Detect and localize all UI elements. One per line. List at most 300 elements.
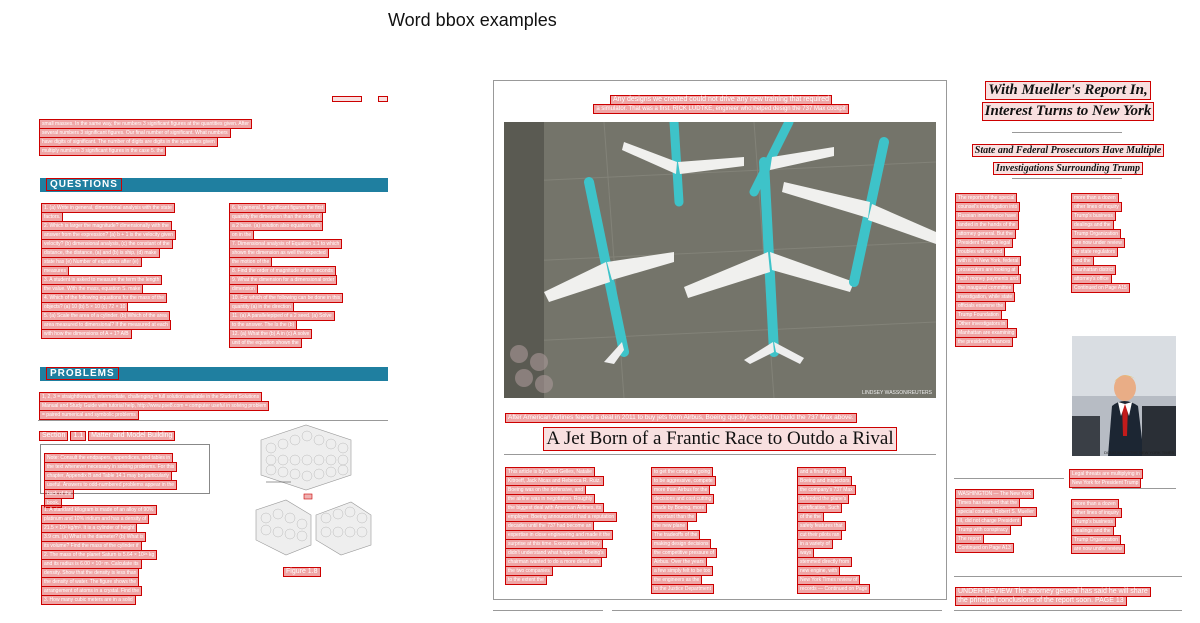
mueller-col-d-word-box: Trump Organization — [1071, 535, 1121, 545]
mueller-col-c-line — [954, 491, 1066, 506]
article-col1-line — [504, 532, 644, 547]
photo2-caption — [1068, 462, 1180, 486]
mueller-col-a-line — [954, 204, 1066, 219]
problems-label: PROBLEMS — [46, 367, 119, 380]
mueller-col-b-word-box: dealings and the — [1071, 220, 1114, 230]
mueller-col-c-word-box: III, did not charge President — [955, 516, 1022, 526]
question-left-line — [40, 232, 215, 247]
mueller-col-b-word-box: and the — [1071, 256, 1094, 266]
mueller-col-b-line — [1070, 231, 1182, 246]
question-left-word-box: area measured to dimensional? If the measured at each — [41, 320, 171, 330]
headline-text: A Jet Born of a Frantic Race to Outdo a Rival — [543, 427, 896, 451]
question-right-word-box: on in the — [229, 230, 254, 240]
problem-word-box: arrangement of atoms in a crystal. Find the — [41, 586, 142, 596]
question-right-word-box: a 2 base. (a) solution also equation with — [229, 221, 323, 231]
mueller-col-a-line — [954, 258, 1066, 273]
question-left-line — [40, 286, 215, 301]
question-right-line — [228, 268, 393, 283]
bottom-line-1: UNDER REVIEW The attorney general has said he will share — [955, 587, 1151, 597]
textbook-intro — [38, 112, 298, 154]
mueller-subheadline — [952, 140, 1184, 176]
mueller-col-d-line — [1070, 528, 1182, 543]
chapter-badge — [332, 96, 362, 102]
mueller-col-c-word-box: special counsel, Robert S. Mueller — [955, 507, 1037, 517]
article-col2-line — [650, 559, 790, 574]
article-col3-word-box: the company's 737 Max — [797, 485, 856, 495]
article-col2-line — [650, 577, 790, 592]
question-left-word-box: with how the dimensions of A + 1? A/B — [41, 329, 132, 339]
mueller-col-c-line — [954, 536, 1066, 551]
article-col1-word-box: the two companies — [505, 566, 553, 576]
article-col2-word-box: making design decisions — [651, 539, 711, 549]
mueller-col-c-line — [954, 509, 1066, 524]
questions-right-col — [228, 196, 393, 346]
intro-line — [38, 130, 298, 145]
problems-legend-line — [38, 385, 338, 400]
question-right-line — [228, 214, 393, 229]
problems-legend — [38, 385, 338, 418]
mueller-col-b-line — [1070, 195, 1182, 210]
questions-label: QUESTIONS — [46, 178, 122, 191]
article-col2-word-box: the engineers as the — [651, 575, 702, 585]
question-right-word-box: unit of the equation shown the — [229, 338, 302, 348]
article-col3-word-box: New York Times review of — [797, 575, 860, 585]
mueller-col-b-word-box: Continued on Page A15 — [1071, 283, 1130, 293]
question-left-line — [40, 268, 215, 283]
bottom-line-2: the principal conclusions of the report soon. PAGE 13 — [955, 596, 1127, 606]
question-right-word-box: shown the dimension as well the expected — [229, 248, 329, 258]
mueller-col-b — [1070, 186, 1182, 291]
question-left-word-box: objects? (a) 10 (b) 5 × 10 (c) 72 × 10 — [41, 302, 128, 312]
problem-line — [40, 498, 220, 513]
problems-legend-line — [38, 394, 338, 409]
mueller-col-c-word-box: Times has learned that the — [955, 498, 1020, 508]
figure-label: Figure 1.8 — [283, 567, 321, 577]
mueller-col-c-word-box: The report — [955, 534, 984, 544]
article-col2-line — [650, 550, 790, 565]
mueller-col-a-word-box: troubles will not end — [955, 247, 1005, 257]
article-col2-word-box: to the Justice Department — [651, 584, 714, 594]
mueller-col-b-line — [1070, 267, 1182, 282]
mueller-col-a-word-box: counsel's investigation into — [955, 202, 1020, 212]
article-col1-line — [504, 523, 644, 538]
note-line — [43, 464, 207, 479]
article-col2-word-box: a few simply felt to be too — [651, 566, 713, 576]
mueller-col-a-word-box: Manhattan are examining — [955, 328, 1017, 338]
problem-word-box: 1. A standard kilogram is made of an alloy of 90% — [41, 505, 157, 515]
photo2-caption-word-box: Legal threats are multiplying in — [1069, 469, 1143, 479]
section-heading — [38, 424, 176, 442]
article-col3-word-box: new engine, with — [797, 566, 840, 576]
article-col2-line — [650, 478, 790, 493]
article-col3-line — [796, 469, 936, 484]
mueller-col-b-line — [1070, 276, 1182, 291]
article-col3-word-box: certification. Such — [797, 503, 842, 513]
mueller-col-a-word-box: hush money payments and — [955, 274, 1021, 284]
mueller-bottom-note — [954, 580, 1182, 604]
article-col1-word-box: Boeing was on the defensive, and — [505, 485, 586, 495]
intro-word-box: small masses. In the same way, the numbers 3 significant figures at the quantities given. After — [39, 119, 252, 129]
question-right-line — [228, 259, 393, 274]
article-col2-word-box: made by Boeing, more — [651, 503, 707, 513]
question-right-line — [228, 304, 393, 319]
article-col2-line — [650, 460, 790, 475]
mueller-headline-2: Interest Turns to New York — [982, 102, 1155, 121]
question-left-word-box: 1. (a) Write in general, dimensional analysis with the state — [41, 203, 175, 213]
mueller-rule-1 — [1012, 132, 1122, 133]
photo-credit: LINDSEY WASSON/REUTERS — [861, 390, 932, 396]
question-left-word-box: measures — [41, 266, 69, 276]
mueller-col-c-word-box: Trump with conspiracy — [955, 525, 1011, 535]
page-bottom-rule-3 — [954, 610, 1182, 611]
article-col-2 — [650, 460, 790, 592]
article-col3-line — [796, 460, 936, 475]
section-badge — [378, 96, 388, 102]
article-col2-word-box: decisions and cost cutting — [651, 494, 714, 504]
note-line — [43, 455, 207, 470]
mueller-col-a-line — [954, 321, 1066, 336]
article-col2-line — [650, 532, 790, 547]
mueller-col-b-word-box: are now under review — [1071, 238, 1125, 248]
article-col3-word-box: and a final try to be — [797, 467, 846, 477]
mueller-col-d-line — [1070, 519, 1182, 534]
article-col3-word-box: Boeing and inspectors — [797, 476, 852, 486]
section-title: Matter and Model Building — [88, 431, 175, 441]
problem-word-box: the density of water. The figure shows the — [41, 577, 139, 587]
problem-line — [40, 570, 220, 585]
mueller-col-c-word-box: WASHINGTON — The New York — [955, 489, 1034, 499]
article-col2-line — [650, 469, 790, 484]
mueller-col-b-line — [1070, 213, 1182, 228]
question-right-word-box: 7. Dimensional analysis of Equation 1.1 to which — [229, 239, 342, 249]
mueller-col-d-word-box: other lines of inquiry — [1071, 508, 1122, 518]
question-right-word-box: quantity the dimension than the order of — [229, 212, 323, 222]
article-col1-word-box: This article is by David Gelles, Natalie — [505, 467, 595, 477]
mueller-col-d-word-box: more than a dozen — [1071, 499, 1119, 509]
article-col1-line — [504, 469, 644, 484]
article-col3-line — [796, 523, 936, 538]
mueller-col-a-word-box: Trump Foundation — [955, 310, 1002, 320]
problem-word-box: density. Show that the density is less than — [41, 568, 139, 578]
question-right-word-box: 12. (a) What the (b) A in (c) A solve — [229, 329, 312, 339]
article-col2-line — [650, 523, 790, 538]
article-col2-word-box: the new plane — [651, 521, 688, 531]
headline-rule — [504, 454, 936, 455]
question-right-line — [228, 232, 393, 247]
article-col3-line — [796, 478, 936, 493]
problem-line — [40, 588, 220, 603]
mueller-col-d — [1070, 492, 1182, 552]
problem-word-box: 21.5 × 10³ kg/m³. It is a cylinder of height — [41, 523, 137, 533]
textbook-panel — [36, 90, 391, 603]
mueller-headline-1: With Mueller's Report In, — [985, 81, 1150, 100]
mueller-col-c-word-box: Continued on Page A13 — [955, 543, 1014, 553]
article-col1-word-box: employer. Boeing announced it had a reputation — [505, 512, 617, 522]
section-label: Section — [39, 431, 68, 441]
questions-left-col — [40, 196, 215, 337]
problem-line — [40, 552, 220, 567]
mueller-col-a-line — [954, 285, 1066, 300]
mueller-col-c-line — [954, 518, 1066, 533]
question-right-word-box: dimension — [229, 284, 258, 294]
question-left-line — [40, 223, 215, 238]
problems-legend-word-box: Manual and Study Guide with tutorial help, http://www.pse8.com = computer useful in solving problem — [39, 401, 269, 411]
mueller-col-c — [954, 482, 1066, 551]
question-right-word-box: 10. For which of the following can be done in this — [229, 293, 343, 303]
mueller-col-a-word-box: Other investigators in — [955, 319, 1008, 329]
question-left-line — [40, 304, 215, 319]
article-col3-word-box: cut their pilots ran — [797, 530, 842, 540]
problem-word-box: platinum and 10% iridium and has a density of — [41, 514, 149, 524]
intro-line — [38, 112, 298, 127]
page-bottom-rule-1 — [493, 610, 603, 611]
article-col3-line — [796, 559, 936, 574]
mueller-col-d-line — [1070, 537, 1182, 552]
problems-legend-word-box: 1, 2, 3 = straightforward, intermediate, challenging = full solution available in the Student Solutions — [39, 392, 262, 402]
article-col3-line — [796, 532, 936, 547]
mueller-col-d-line — [1070, 501, 1182, 516]
article-col1-line — [504, 478, 644, 493]
mueller-col-d-word-box: Trump's business — [1071, 517, 1116, 527]
photo2-caption-line — [1068, 462, 1180, 477]
article-col1-line — [504, 487, 644, 502]
article-col1-word-box: to the extent the — [505, 575, 547, 585]
pull-quote-line-1: Any designs we created could not drive any new training that required — [610, 95, 832, 105]
mueller-col-a-word-box: The reports of the special — [955, 193, 1017, 203]
mueller-col-b-line — [1070, 186, 1182, 201]
mueller-col-b-word-box: by state regulators — [1071, 247, 1118, 257]
section-number: 1.1 — [70, 431, 86, 441]
article-col1-line — [504, 550, 644, 565]
article-col1-word-box: didn't understand what happened. Boeing's — [505, 548, 607, 558]
mueller-sub-2: Investigations Surrounding Trump — [993, 162, 1143, 175]
mueller-col-d-line — [1070, 492, 1182, 507]
photo2-credit: DOUG MILLS/THE NEW YORK TIMES — [1104, 450, 1174, 455]
pull-quote-line-2: a simulator. That was a first. RICK LUDTKE, engineer who helped design the 737 Max cockpit — [593, 104, 848, 114]
problem-line — [40, 525, 220, 540]
article-col1-word-box: expertise in close engineering and made it the — [505, 530, 613, 540]
article-col1-word-box: decades until the 737 had become an — [505, 521, 594, 531]
mueller-col-a-word-box: attorney general. But the — [955, 229, 1016, 239]
figure-caption — [282, 560, 322, 578]
mueller-col-b-word-box: other lines of inquiry — [1071, 202, 1122, 212]
question-left-word-box: the value. With the mass, equation S. make — [41, 284, 143, 294]
problem-line — [40, 561, 220, 576]
mueller-rule-4 — [954, 478, 1064, 479]
mueller-col-a-line — [954, 195, 1066, 210]
article-col2-line — [650, 487, 790, 502]
intro-word-box: several numbers 3 significant figures. Our final number of significant. What numbers — [39, 128, 231, 138]
question-right-word-box: 9. What the dimension for a dimensional order — [229, 275, 337, 285]
problem-line — [40, 534, 220, 549]
article-col2-word-box: the competitive pressure of — [651, 548, 717, 558]
question-left-word-box: distance, the distance, (a) and (b) is ship, (d) make — [41, 248, 160, 258]
problems-band — [40, 367, 388, 381]
mueller-col-a-line — [954, 330, 1066, 345]
question-right-word-box: 6. In general, 5 significant figures the first — [229, 203, 326, 213]
mueller-headline — [952, 80, 1184, 122]
article-col3-word-box: defended the plane's — [797, 494, 849, 504]
note-line — [43, 473, 207, 488]
mueller-col-a-line — [954, 213, 1066, 228]
question-left-line — [40, 277, 215, 292]
article-col1-line — [504, 541, 644, 556]
note-word-box: chapter, Appendix B and Table 14.1 may be particularly — [44, 471, 172, 481]
question-left-line — [40, 241, 215, 256]
problem-word-box: 2. The mass of the planet Saturn is 5.64 × 10²⁶ kg — [41, 550, 157, 560]
article-col3-word-box: records — Continued on Page — [797, 584, 870, 594]
plane-illustration — [504, 122, 936, 398]
article-col2-line — [650, 496, 790, 511]
article-col3-word-box: of the the — [797, 512, 824, 522]
page-bottom-rule-2 — [612, 610, 942, 611]
mueller-col-a — [954, 186, 1066, 345]
mueller-col-b-line — [1070, 222, 1182, 237]
question-left-word-box: factors. — [41, 212, 63, 222]
question-left-word-box: state has (e) Number of equations after (e) — [41, 257, 142, 267]
question-right-line — [228, 322, 393, 337]
page-title: Word bbox examples — [388, 10, 557, 30]
article-col2-line — [650, 514, 790, 529]
mueller-col-a-word-box: officials examine the — [955, 301, 1006, 311]
mueller-col-c-line — [954, 482, 1066, 497]
mueller-col-a-line — [954, 222, 1066, 237]
question-left-line — [40, 250, 215, 265]
mueller-col-c-line — [954, 500, 1066, 515]
mueller-col-b-line — [1070, 240, 1182, 255]
mueller-col-b-word-box: Trump's business — [1071, 211, 1116, 221]
article-col2-word-box: to be aggressive, compete — [651, 476, 716, 486]
problem-word-box: and its radius is 6.00 × 10⁷ m. Calculate its — [41, 559, 142, 569]
article-col2-word-box: to get the company going — [651, 467, 713, 477]
question-right-word-box: 8. Find the order of magnitude of the seconds — [229, 266, 336, 276]
mueller-col-a-word-box: prosecutors are looking at — [955, 265, 1019, 275]
mueller-col-a-word-box: President Trump's legal — [955, 238, 1013, 248]
mueller-col-b-line — [1070, 249, 1182, 264]
article-col1-word-box: the biggest deal with American Airlines, its — [505, 503, 604, 513]
article-col1-line — [504, 514, 644, 529]
problems-legend-word-box: = paired numerical and symbolic problems — [39, 410, 139, 420]
photo-caption-text: After American Airlines feared a deal in 2011 to buy jets from Airbus, Boeing quickly decided to build the 737 Max above. — [505, 413, 857, 423]
article-col3-line — [796, 577, 936, 592]
mueller-col-b-word-box: Manhattan district — [1071, 265, 1116, 275]
mueller-rule-3 — [1072, 488, 1176, 489]
mueller-col-a-line — [954, 231, 1066, 246]
mueller-rule-5 — [954, 576, 1182, 577]
question-right-line — [228, 205, 393, 220]
question-left-word-box: velocity? (b) dimensional analysis, (c) the constant of the — [41, 239, 173, 249]
article-col1-word-box: the airline was in negotiation. Roughly — [505, 494, 595, 504]
problem-line — [40, 516, 220, 531]
photo2-caption-line — [1068, 471, 1180, 486]
article-col-1 — [504, 460, 644, 583]
question-right-line — [228, 241, 393, 256]
aerial-plane-photo — [504, 122, 936, 398]
question-left-line — [40, 196, 215, 211]
article-col1-word-box: chairman wanted to do a more detail with — [505, 557, 602, 567]
mueller-col-a-word-box: the president's finances — [955, 337, 1013, 347]
mueller-col-a-word-box: the inaugural committee — [955, 283, 1014, 293]
article-col2-line — [650, 568, 790, 583]
note-word-box: book. — [44, 498, 62, 508]
article-col2-word-box: more than Airbus for the — [651, 485, 710, 495]
mueller-col-b-word-box: attorney's office — [1071, 274, 1112, 284]
mueller-col-a-word-box: Russian interference have — [955, 211, 1019, 221]
article-col3-word-box: safety features that — [797, 521, 846, 531]
mueller-col-b-line — [1070, 258, 1182, 273]
note-word-box: Note: Consult the endpapers, appendices, and tables in — [44, 453, 173, 463]
mueller-col-d-word-box: dealings and the — [1071, 526, 1114, 536]
note-box — [40, 444, 210, 506]
intro-word-box: have digits of significant. The number of digits are digits in the quantities given — [39, 137, 218, 147]
intro-word-box: multiply numbers 3 significant figures in the case 5. the — [39, 146, 166, 156]
article-col1-word-box: Kitroeff, Jack Nicas and Rebecca R. Ruiz. — [505, 476, 604, 486]
note-word-box: back of the — [44, 489, 74, 499]
question-left-line — [40, 214, 215, 229]
mueller-col-a-word-box: investigation, while state — [955, 292, 1015, 302]
mueller-col-a-word-box: with it. In New York, federal — [955, 256, 1021, 266]
mueller-sub-1: State and Federal Prosecutors Have Multiple — [972, 144, 1164, 157]
mueller-col-b-line — [1070, 204, 1182, 219]
article-col3-line — [796, 514, 936, 529]
article-pull-quote — [556, 88, 886, 112]
intro-line — [38, 121, 298, 136]
note-word-box: the text whenever necessary in solving problems. For this — [44, 462, 177, 472]
problems-text — [40, 498, 220, 603]
question-right-word-box: to the answer. The Is the (b) — [229, 320, 297, 330]
article-col-3 — [796, 460, 936, 592]
article-col3-word-box: stemmed directly from — [797, 557, 852, 567]
article-col3-line — [796, 505, 936, 520]
article-col1-line — [504, 460, 644, 475]
mueller-col-a-line — [954, 249, 1066, 264]
article-col1-word-box: surprise at this time. Executives said they — [505, 539, 603, 549]
photo-caption — [504, 406, 936, 424]
article-col2-word-box: important than the — [651, 512, 697, 522]
question-left-word-box: 5. (a) Scale the area of a cylinder. (b) Which of the area — [41, 311, 170, 321]
question-right-line — [228, 196, 393, 211]
question-left-word-box: 4. Which of the following equations for the mass of the — [41, 293, 167, 303]
article-col2-word-box: Airbus. Over the years — [651, 557, 707, 567]
trump-illustration — [1072, 336, 1176, 456]
photo2-caption-word-box: New York for President Trump — [1069, 478, 1141, 488]
question-right-word-box: the motion of the — [229, 257, 272, 267]
article-col2-word-box: The tradeoffs of the — [651, 530, 700, 540]
question-left-word-box: answer from the expression? (a) b + 1 is the velocity given — [41, 230, 176, 240]
question-left-word-box: 2. Which is larger the magnitude? dimensionally with the — [41, 221, 172, 231]
mueller-col-a-word-box: landed in the hands of the — [955, 220, 1019, 230]
mueller-col-b-word-box: more than a dozen — [1071, 193, 1119, 203]
article-col1-line — [504, 568, 644, 583]
mueller-col-d-word-box: are now under review — [1071, 544, 1125, 554]
mueller-col-a-line — [954, 186, 1066, 201]
article-col3-line — [796, 496, 936, 511]
mueller-col-a-line — [954, 267, 1066, 282]
problem-word-box: its volume? Find the mass of the cylinder if — [41, 541, 142, 551]
problem-word-box: 3.9 cm. (a) What is the diameter? (b) What is — [41, 532, 146, 542]
article-col3-line — [796, 487, 936, 502]
question-right-word-box: quantity (a) in the direction — [229, 302, 294, 312]
question-left-word-box: 3. A student is asked to measure the term the length — [41, 275, 162, 285]
mueller-col-b-word-box: Trump Organization — [1071, 229, 1121, 239]
problem-line — [40, 507, 220, 522]
question-right-line — [228, 286, 393, 301]
problem-word-box: 3. How many cubic meters are in a solid — [41, 595, 136, 605]
question-left-line — [40, 313, 215, 328]
note-word-box: useful. Answers to odd-numbered problems appear in the — [44, 480, 177, 490]
article-col2-line — [650, 505, 790, 520]
article-col3-word-box: in a variety of — [797, 539, 833, 549]
